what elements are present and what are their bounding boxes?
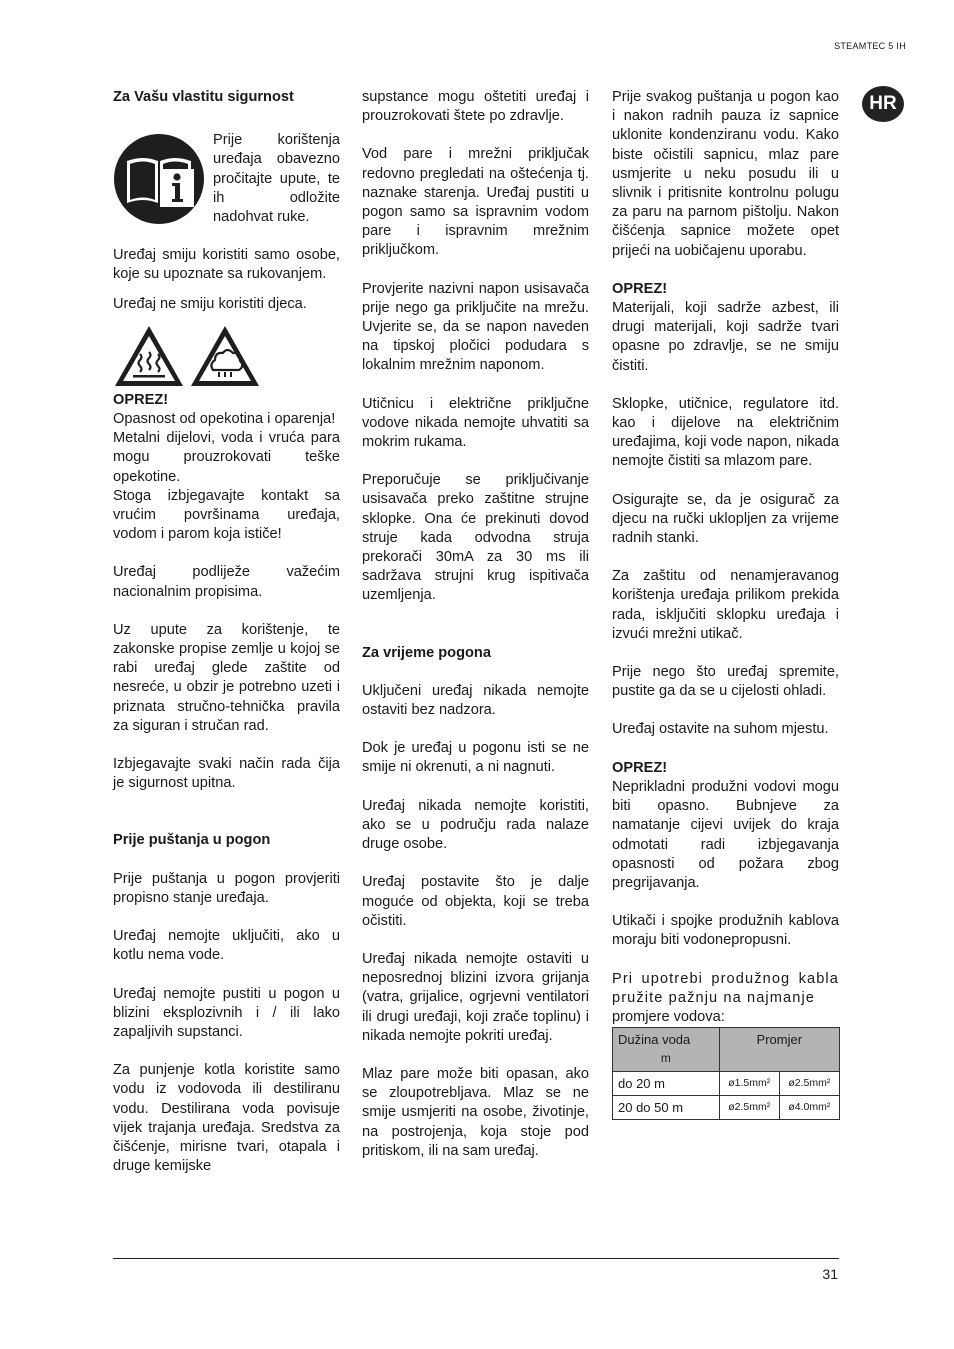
p-dry: Uređaj ostavite na suhom mjestu. <box>612 721 829 738</box>
p-plugs: Utikači i spojke produžnih kablova moraju biti vodonepropusni. <box>612 913 839 949</box>
warn-asbestos: Materijali, koji sadrže azbest, ili drugi materijali, koji sadrže tvari opasne po zdravlje, se ne smiju čistiti. <box>612 300 839 374</box>
hot-surface-warning-icon <box>113 324 185 388</box>
steam-warning-icon <box>189 324 261 388</box>
p-check: Prije puštanja u pogon provjeriti propisno stanje uređaja. <box>113 870 340 906</box>
p-childlock: Osigurajte se, da je osigurač za djecu na ručki uklopljen za vrijeme radnih stanki. <box>612 491 839 547</box>
cell-length: 20 do 50 m <box>613 1095 720 1119</box>
warn-label-1: OPREZ! <box>113 391 169 408</box>
column-2 <box>362 88 589 1161</box>
p-min-diameter: Pri upotrebi produžnog kabla pružite pažnju na najmanje <box>612 970 839 1006</box>
p-explosive: Uređaj nemojte pustiti u pogon u blizini eksplozivnih i / ili lako zapaljivih supstanci. <box>113 985 340 1040</box>
heading-safety: Za Vašu vlastitu sigurnost <box>113 89 294 105</box>
language-badge: HR <box>862 86 904 122</box>
th-length-label: Dužina voda <box>618 1032 691 1048</box>
footer-rule <box>113 1258 839 1259</box>
warn-text-avoid: Stoga izbjegavajte kontakt sa vrućim površinama uređaja, vodom i parom koja ističe! <box>113 487 340 543</box>
p-cool: Prije nego što uređaj spremite, pustite ga da se u cijelosti ohladi. <box>612 664 839 700</box>
warn-label-3: OPREZ! <box>612 759 668 776</box>
column-1 <box>113 88 340 1176</box>
p-continued: supstance mogu oštetiti uređaj i prouzrokovati štete po zdravlje. <box>362 89 589 125</box>
p-wet-hands: Utičnicu i električne priključne vodove nikada nemojte uhvatiti sa mokrim rukama. <box>362 395 589 451</box>
p-distance: Uređaj postavite što je dalje moguće od objekta, koji se treba očistiti. <box>362 874 589 929</box>
table-row <box>613 1095 840 1119</box>
p-min-diameter-2: promjere vodova: <box>612 1008 725 1025</box>
hazard-symbols <box>113 324 340 388</box>
p-tilt: Dok je uređaj u pogonu isti se ne smije ni okrenuti, a ni nagnuti. <box>362 740 589 776</box>
p-filling: Za punjenje kotla koristite samo vodu iz vodovoda ili destiliranu vodu. Destilirana voda povisuje vijek trajanja uređaja. Sredstva za čišćenje, mirisne tvari, otapala i druge kemijske <box>113 1062 340 1175</box>
table-row <box>613 1071 840 1095</box>
cell-d1: ø2.5mm² <box>719 1095 779 1119</box>
p-persons: Uređaj nikada nemojte koristiti, ako se u području rada nalaze druge osobe. <box>362 797 589 853</box>
warn-label-2: OPREZ! <box>612 280 668 297</box>
info-text: Prije korištenja uređaja obavezno pročitajte upute, te ih odložite nadohvat ruke. <box>213 132 340 226</box>
model-name: STEAMTEC 5 IH <box>834 41 906 51</box>
p-children: Uređaj ne smiju koristiti djeca. <box>113 295 307 312</box>
heading-operation: Za vrijeme pogona <box>362 644 491 661</box>
read-manual-icon <box>113 133 205 225</box>
cell-length: do 20 m <box>613 1071 720 1095</box>
info-block <box>113 131 340 227</box>
p-regulations: Uređaj podliježe važećim nacionalnim propisima. <box>113 564 340 600</box>
warn-text-metal: Metalni dijelovi, voda i vruća para mogu prouzrokovati teške opekotine. <box>113 430 340 485</box>
cell-d2: ø2.5mm² <box>779 1071 839 1095</box>
p-unattended: Uključeni uređaj nikada nemojte ostaviti bez nadzora. <box>362 682 589 719</box>
p-rcd: Preporučuje se priključivanje usisavača preko zaštitne strujne sklopke. Ona će prekinuti dovod struje kada odvodna struja prekorači 30mA za 30 ms ili sadržava strujni krug ispitivača uzemljenja. <box>362 472 589 604</box>
p-laws: Uz upute za korištenje, te zakonske propise zemlje u kojoj se rabi uređaj glede zaštite od nesreće, u obzir je potrebno uzeti i priznata stručno-tehnička pravila za siguran i stručan rad. <box>113 621 340 734</box>
p-users: Uređaj smiju koristiti samo osobe, koje su upoznate sa rukovanjem. <box>113 247 340 283</box>
cell-d1: ø1.5mm² <box>719 1071 779 1095</box>
warn-text-burns: Opasnost od opekotina i oparenja! <box>113 411 336 428</box>
table-header-row <box>613 1028 840 1071</box>
th-length-unit: m <box>660 1051 671 1066</box>
page-number: 31 <box>822 1266 838 1282</box>
cell-d2: ø4.0mm² <box>779 1095 839 1119</box>
p-nowater: Uređaj nemojte uključiti, ako u kotlu nema vode. <box>113 928 340 964</box>
p-nozzle: Prije svakog puštanja u pogon kao i nakon radnih pauza iz sapnice uklonite kondenziranu vodu. Kako biste očistili sapnicu, mlaz pare usmjerite u neku posudu ili u slivnik i pritisnite kontrolnu polugu za paru na parnom pištolju. Nakon čišćenja sapnice možete opet prijeći na uobičajenu uporabu. <box>612 89 839 259</box>
th-length <box>613 1028 720 1071</box>
column-3 <box>612 88 839 1120</box>
p-heat: Uređaj nikada nemojte ostaviti u neposrednoj blizini izvora grijanja (vatra, grijalice, ogrjevni ventilatori ili drugi uređaji, koji zrače toplinu) i nikada nemojte pokriti uređaj. <box>362 950 589 1044</box>
diameter-table <box>612 1027 840 1120</box>
warn-extension: Neprikladni produžni vodovi mogu biti opasno. Bubnjeve za namatanje cijevi uvijek do kraja odmotati radi izbjegavanja opasnosti od požara zbog pregrijavanja. <box>612 778 839 891</box>
p-unintended: Za zaštitu od nenamjeravanog korištenja uređaja prilikom prekida rada, isključiti sklopku uređaja i izvući mrežni utikač. <box>612 568 839 642</box>
heading-before-start: Prije puštanja u pogon <box>113 832 271 849</box>
p-cable: Vod pare i mrežni priključak redovno pregledati na oštećenja tj. naznake starenja. Uređaj pustiti u pogon samo sa ispravnim vodom pare i ispravnim mrežnim priključkom. <box>362 146 589 259</box>
p-avoid: Izbjegavajte svaki način rada čija je sigurnost upitna. <box>113 756 340 792</box>
p-switches: Sklopke, utičnice, regulatore itd. kao i dijelove na električnim uređajima, koji vode napon, nikada nemojte čistiti sa mlazom pare. <box>612 395 839 470</box>
p-jet: Mlaz pare može biti opasan, ako se zloupotrebljava. Mlaz se ne smije usmjeriti na osobe, životinje, na postrojenja, koja stoje pod pritiskom, ili na sam uređaj. <box>362 1065 589 1159</box>
th-diameter: Promjer <box>719 1028 839 1071</box>
p-voltage: Provjerite nazivni napon usisavača prije nego ga priključite na mrežu. Uvjerite se, da se napon naveden na tipskoj pločici podudara s lokalnim mrežnim naponom. <box>362 280 589 374</box>
